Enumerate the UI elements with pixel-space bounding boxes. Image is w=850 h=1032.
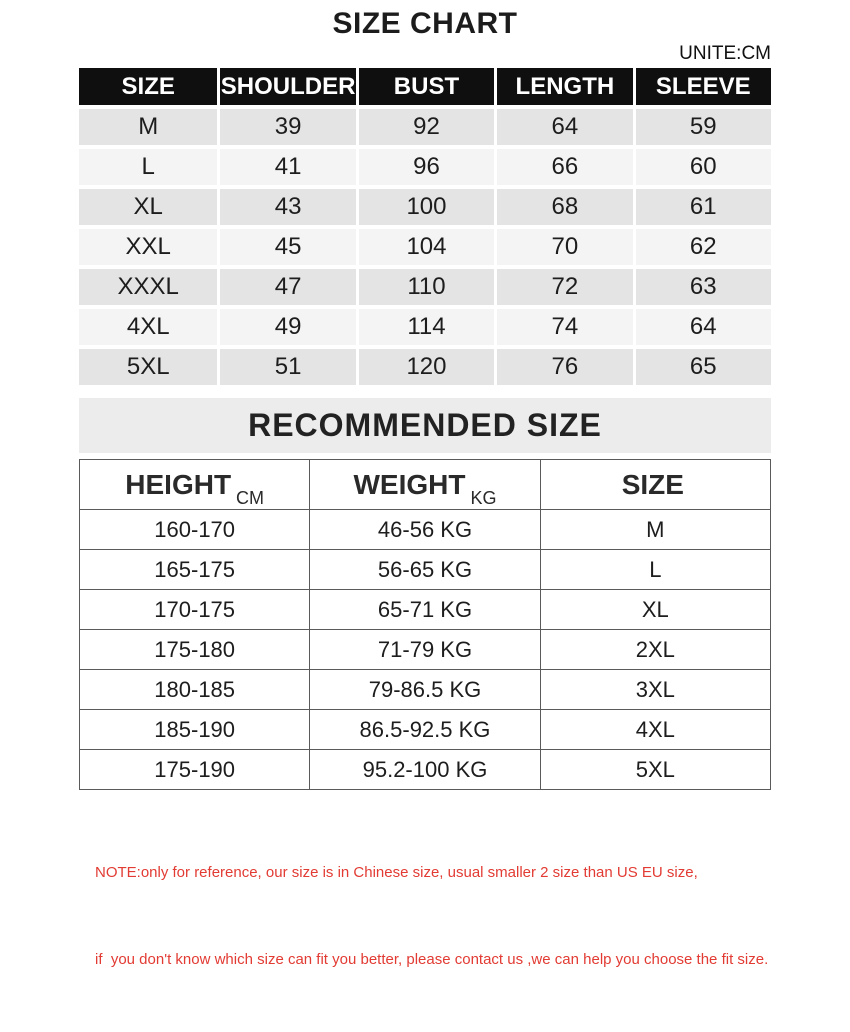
measurement-cell: 61 <box>633 185 771 225</box>
measurement-cell: 62 <box>633 225 771 265</box>
header-label: HEIGHT <box>125 468 232 500</box>
measurement-cell: 76 <box>494 345 632 385</box>
weight-range-cell: 56-65 KG <box>310 550 540 590</box>
measurement-cell: 120 <box>356 345 494 385</box>
height-range-cell: 175-180 <box>80 630 310 670</box>
measurement-cell: 60 <box>633 145 771 185</box>
measurement-cell: 68 <box>494 185 632 225</box>
recommended-size-table <box>79 459 771 790</box>
recommended-row <box>80 710 771 750</box>
measurement-cell: 47 <box>217 265 355 305</box>
size-chart-row <box>79 105 771 145</box>
recommended-size-heading: RECOMMENDED SIZE <box>79 398 771 453</box>
recommended-row <box>80 590 771 630</box>
size-chart-row <box>79 225 771 265</box>
measurement-cell: 100 <box>356 185 494 225</box>
height-range-cell: 160-170 <box>80 510 310 550</box>
measurement-cell: 114 <box>356 305 494 345</box>
measurement-cell: 39 <box>217 105 355 145</box>
measurement-cell: 70 <box>494 225 632 265</box>
measurement-cell: 96 <box>356 145 494 185</box>
height-range-cell: 170-175 <box>80 590 310 630</box>
recommended-row <box>80 510 771 550</box>
recommended-size-cell: 4XL <box>540 710 770 750</box>
measurement-cell: 64 <box>633 305 771 345</box>
measurement-cell: 49 <box>217 305 355 345</box>
measurement-cell: 64 <box>494 105 632 145</box>
measurement-cell: 65 <box>633 345 771 385</box>
height-range-cell: 175-190 <box>80 750 310 790</box>
size-chart-row <box>79 145 771 185</box>
header-label: SIZE <box>621 468 684 500</box>
size-chart-header-cell: SHOULDER <box>217 68 355 105</box>
page-title: SIZE CHART <box>332 7 518 40</box>
size-chart-row <box>79 345 771 385</box>
recommended-size-cell: 2XL <box>540 630 770 670</box>
measurement-cell: 66 <box>494 145 632 185</box>
recommended-header-row <box>80 460 771 510</box>
size-chart-row <box>79 265 771 305</box>
measurement-cell: 92 <box>356 105 494 145</box>
size-label-cell: 5XL <box>79 345 217 385</box>
recommended-size-cell: 3XL <box>540 670 770 710</box>
weight-range-cell: 86.5-92.5 KG <box>310 710 540 750</box>
measurement-cell: 74 <box>494 305 632 345</box>
header-unit: KG <box>470 487 497 508</box>
measurement-cell: 63 <box>633 265 771 305</box>
size-chart-header-cell: SLEEVE <box>633 68 771 105</box>
measurement-cell: 43 <box>217 185 355 225</box>
recommended-size-cell: M <box>540 510 770 550</box>
recommended-row <box>80 670 771 710</box>
size-label-cell: XXXL <box>79 265 217 305</box>
measurement-cell: 59 <box>633 105 771 145</box>
size-label-cell: XXL <box>79 225 217 265</box>
weight-range-cell: 79-86.5 KG <box>310 670 540 710</box>
note-line-2: if you don't know which size can fit you better, please contact us ,we can help you choose the fit size. <box>95 951 769 968</box>
size-chart-row <box>79 185 771 225</box>
measurement-cell: 110 <box>356 265 494 305</box>
size-chart-header-row <box>79 68 771 105</box>
recommended-row <box>80 550 771 590</box>
weight-range-cell: 65-71 KG <box>310 590 540 630</box>
height-range-cell: 185-190 <box>80 710 310 750</box>
size-chart-header-cell: LENGTH <box>494 68 632 105</box>
measurement-cell: 41 <box>217 145 355 185</box>
content-container <box>79 43 771 1032</box>
recommended-body <box>80 510 771 790</box>
height-range-cell: 180-185 <box>80 670 310 710</box>
recommended-row <box>80 630 771 670</box>
size-label-cell: XL <box>79 185 217 225</box>
weight-range-cell: 95.2-100 KG <box>310 750 540 790</box>
recommended-header-weight <box>310 460 540 510</box>
height-range-cell: 165-175 <box>80 550 310 590</box>
recommended-header-size <box>540 460 770 510</box>
unit-label: UNITE:CM <box>679 43 771 64</box>
recommended-size-cell: 5XL <box>540 750 770 790</box>
reference-note <box>79 800 771 1032</box>
note-line-1: NOTE:only for reference, our size is in Chinese size, usual smaller 2 size than US EU size, <box>95 864 698 881</box>
measurement-cell: 104 <box>356 225 494 265</box>
size-chart-page <box>0 6 850 1032</box>
size-chart-body <box>79 105 771 385</box>
recommended-size-cell: L <box>540 550 770 590</box>
size-label-cell: L <box>79 145 217 185</box>
size-label-cell: M <box>79 105 217 145</box>
size-chart-header-cell: BUST <box>356 68 494 105</box>
size-chart-header-cell: SIZE <box>79 68 217 105</box>
header-unit: CM <box>236 487 265 508</box>
measurement-cell: 72 <box>494 265 632 305</box>
recommended-size-cell: XL <box>540 590 770 630</box>
measurement-cell: 51 <box>217 345 355 385</box>
weight-range-cell: 71-79 KG <box>310 630 540 670</box>
header-label: WEIGHT <box>353 468 466 500</box>
size-label-cell: 4XL <box>79 305 217 345</box>
recommended-header-height <box>80 460 310 510</box>
recommended-row <box>80 750 771 790</box>
measurement-cell: 45 <box>217 225 355 265</box>
size-chart-row <box>79 305 771 345</box>
size-chart-table <box>79 68 771 385</box>
weight-range-cell: 46-56 KG <box>310 510 540 550</box>
